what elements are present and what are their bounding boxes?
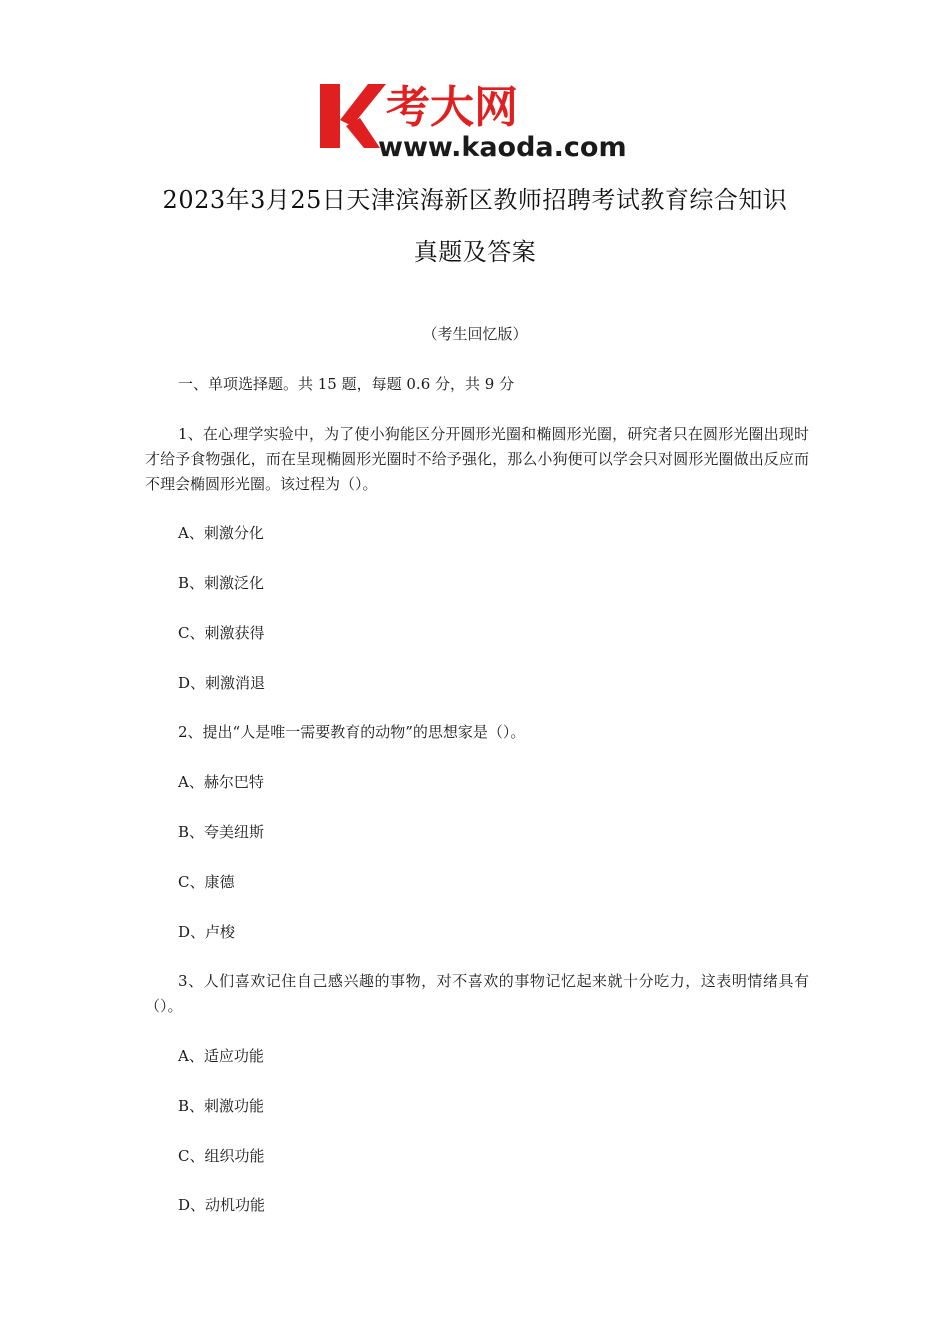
- option-d: D、卢梭: [178, 923, 236, 941]
- logo-brand-cn: 考大网: [386, 82, 518, 133]
- question-stem: 2、提出“人是唯一需要教育的动物”的思想家是（）。: [178, 723, 526, 741]
- document-title-line-1: 2023年3月25日天津滨海新区教师招聘考试教育综合知识: [162, 186, 788, 214]
- option-c: C、组织功能: [178, 1147, 265, 1165]
- logo-k-mark: [320, 84, 386, 148]
- option-c: C、刺激获得: [178, 624, 265, 642]
- option-b: B、刺激泛化: [178, 574, 265, 592]
- section-heading: 一、单项选择题。共 15 题，每题 0.6 分，共 9 分: [178, 375, 515, 393]
- option-c: C、康德: [178, 873, 235, 891]
- option-d: D、动机功能: [178, 1196, 266, 1214]
- question-stem: 3、人们喜欢记住自己感兴趣的事物，对不喜欢的事物记忆起来就十分吃力，这表明情绪具有（）。: [145, 972, 809, 1015]
- question-stem: 1、在心理学实验中，为了使小狗能区分开圆形光圈和椭圆形光圈，研究者只在圆形光圈出现时才给予食物强化，而在呈现椭圆形光圈时不给予强化，那么小狗便可以学会只对圆形光圈做出反应而不理会椭圆形光圈。该过程为（）。: [145, 425, 809, 493]
- option-a: A、刺激分化: [178, 524, 264, 542]
- option-a: A、赫尔巴特: [178, 773, 264, 791]
- option-a: A、适应功能: [178, 1047, 264, 1065]
- option-b: B、刺激功能: [178, 1097, 265, 1115]
- logo-brand-url: www.kaoda.com: [378, 132, 627, 163]
- kaoda-logo: [316, 70, 640, 166]
- document-title-line-2: 真题及答案: [413, 238, 537, 266]
- option-d: D、刺激消退: [178, 674, 266, 692]
- option-b: B、夸美纽斯: [178, 823, 265, 841]
- document-subtitle: （考生回忆版）: [422, 325, 528, 343]
